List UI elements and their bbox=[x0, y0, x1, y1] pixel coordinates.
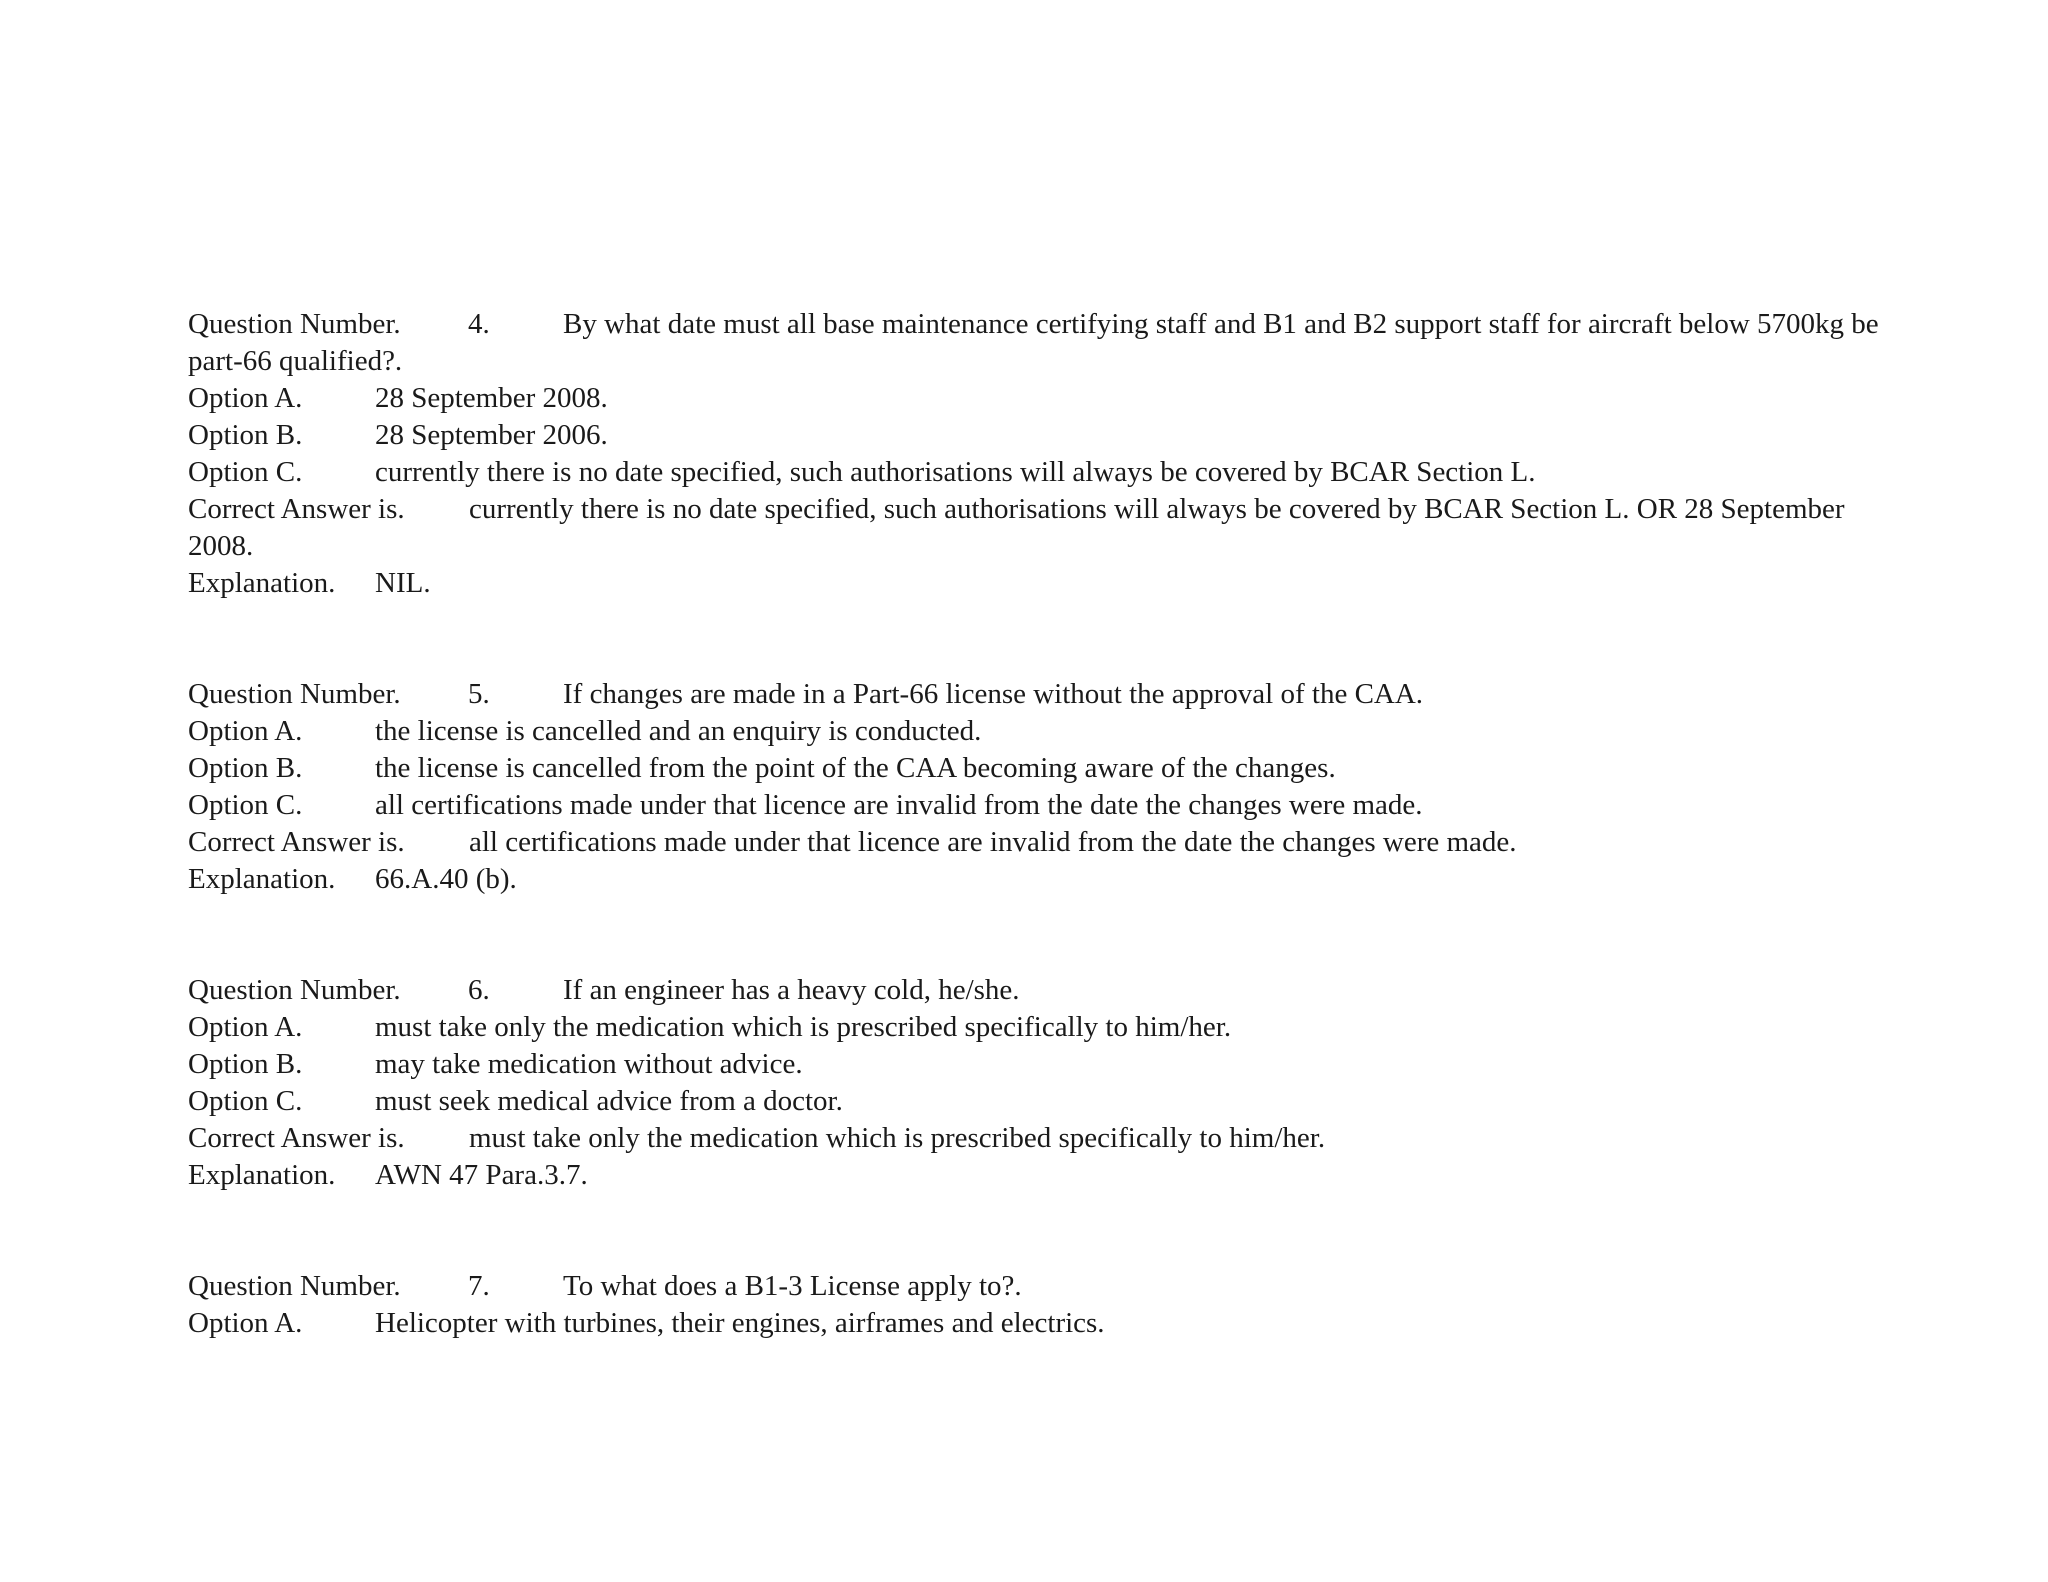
option-a-text: the license is cancelled and an enquiry is conducted. bbox=[375, 715, 982, 747]
question-number-label: Question Number. bbox=[188, 308, 401, 340]
explanation-line bbox=[188, 565, 1888, 602]
explanation-line bbox=[188, 1157, 1888, 1194]
option-c-text: must seek medical advice from a doctor. bbox=[375, 1085, 843, 1117]
question-number: 5. bbox=[468, 678, 490, 710]
option-a-line bbox=[188, 380, 1888, 417]
option-a-line bbox=[188, 713, 1888, 750]
option-b-label: Option B. bbox=[188, 1048, 303, 1080]
question-number: 4. bbox=[468, 308, 490, 340]
option-c-text: currently there is no date specified, such authorisations will always be covered by BCAR Section L. bbox=[375, 456, 1536, 488]
question-line bbox=[188, 676, 1888, 713]
question-block bbox=[188, 676, 1888, 898]
option-c-label: Option C. bbox=[188, 789, 303, 821]
explanation-label: Explanation. bbox=[188, 567, 336, 599]
correct-answer-text: currently there is no date specified, such authorisations will always be covered by BCAR Section L. OR 28 September 2008. bbox=[188, 493, 1845, 562]
option-b-label: Option B. bbox=[188, 419, 303, 451]
option-a-label: Option A. bbox=[188, 1307, 303, 1339]
option-a-text: must take only the medication which is prescribed specifically to him/her. bbox=[375, 1011, 1232, 1043]
correct-answer-text: must take only the medication which is prescribed specifically to him/her. bbox=[469, 1122, 1326, 1154]
explanation-label: Explanation. bbox=[188, 1159, 336, 1191]
correct-answer-line bbox=[188, 1120, 1888, 1157]
question-number-label: Question Number. bbox=[188, 678, 401, 710]
option-a-line bbox=[188, 1305, 1888, 1342]
correct-answer-line bbox=[188, 491, 1888, 565]
option-b-text: 28 September 2006. bbox=[375, 419, 608, 451]
correct-answer-label: Correct Answer is. bbox=[188, 1122, 405, 1154]
option-b-line bbox=[188, 750, 1888, 787]
explanation-text: NIL. bbox=[375, 567, 431, 599]
question-line bbox=[188, 306, 1888, 380]
option-c-line bbox=[188, 454, 1888, 491]
option-b-line bbox=[188, 1046, 1888, 1083]
correct-answer-label: Correct Answer is. bbox=[188, 826, 405, 858]
option-c-line bbox=[188, 787, 1888, 824]
question-text: If an engineer has a heavy cold, he/she. bbox=[563, 974, 1020, 1006]
option-a-label: Option A. bbox=[188, 1011, 303, 1043]
question-number: 7. bbox=[468, 1270, 490, 1302]
explanation-text: 66.A.40 (b). bbox=[375, 863, 517, 895]
explanation-label: Explanation. bbox=[188, 863, 336, 895]
option-c-label: Option C. bbox=[188, 1085, 303, 1117]
question-block bbox=[188, 972, 1888, 1194]
option-a-line bbox=[188, 1009, 1888, 1046]
question-list bbox=[188, 306, 1888, 1342]
option-c-label: Option C. bbox=[188, 456, 303, 488]
question-text: By what date must all base maintenance certifying staff and B1 and B2 support staff for aircraft below 5700kg be part-66 qualified?. bbox=[188, 308, 1879, 377]
option-a-text: Helicopter with turbines, their engines, airframes and electrics. bbox=[375, 1307, 1105, 1339]
question-line bbox=[188, 972, 1888, 1009]
question-text: To what does a B1-3 License apply to?. bbox=[563, 1270, 1022, 1302]
option-a-text: 28 September 2008. bbox=[375, 382, 608, 414]
option-b-label: Option B. bbox=[188, 752, 303, 784]
option-c-text: all certifications made under that licence are invalid from the date the changes were made. bbox=[375, 789, 1423, 821]
question-block bbox=[188, 306, 1888, 602]
option-a-label: Option A. bbox=[188, 715, 303, 747]
question-number-label: Question Number. bbox=[188, 974, 401, 1006]
question-block bbox=[188, 1268, 1888, 1342]
question-number: 6. bbox=[468, 974, 490, 1006]
correct-answer-line bbox=[188, 824, 1888, 861]
option-c-line bbox=[188, 1083, 1888, 1120]
question-number-label: Question Number. bbox=[188, 1270, 401, 1302]
correct-answer-text: all certifications made under that licence are invalid from the date the changes were made. bbox=[469, 826, 1517, 858]
option-b-line bbox=[188, 417, 1888, 454]
option-b-text: may take medication without advice. bbox=[375, 1048, 803, 1080]
question-line bbox=[188, 1268, 1888, 1305]
explanation-line bbox=[188, 861, 1888, 898]
option-a-label: Option A. bbox=[188, 382, 303, 414]
correct-answer-label: Correct Answer is. bbox=[188, 493, 405, 525]
explanation-text: AWN 47 Para.3.7. bbox=[375, 1159, 588, 1191]
option-b-text: the license is cancelled from the point of the CAA becoming aware of the changes. bbox=[375, 752, 1336, 784]
question-text: If changes are made in a Part-66 license without the approval of the CAA. bbox=[563, 678, 1424, 710]
